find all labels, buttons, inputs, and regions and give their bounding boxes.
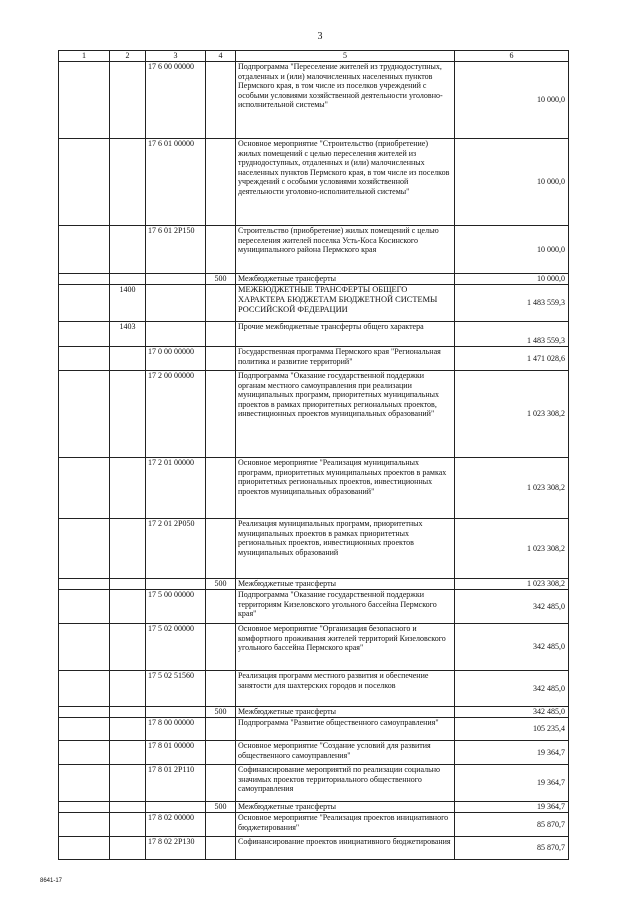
cell-name: Межбюджетные трансферты <box>236 274 455 285</box>
cell-col1 <box>59 322 110 347</box>
cell-section <box>110 274 146 285</box>
cell-section <box>110 718 146 741</box>
cell-col1 <box>59 671 110 707</box>
column-header: 5 <box>236 51 455 62</box>
cell-expense-type <box>206 519 236 579</box>
cell-expense-type <box>206 624 236 671</box>
cell-col1 <box>59 741 110 765</box>
cell-col1 <box>59 347 110 371</box>
cell-col1 <box>59 579 110 590</box>
cell-name: Строительство (приобретение) жилых помещений с целью переселения жителей поселка Усть-Коса Косинского муниципального района Пермского края <box>236 226 455 274</box>
cell-amount: 10 000,0 <box>455 274 569 285</box>
cell-amount: 19 364,7 <box>455 741 569 765</box>
table-row <box>59 458 569 519</box>
cell-col1 <box>59 274 110 285</box>
cell-amount: 10 000,0 <box>455 226 569 274</box>
cell-col1 <box>59 139 110 226</box>
cell-expense-type: 500 <box>206 802 236 813</box>
cell-program-code: 17 8 02 00000 <box>146 813 206 837</box>
table-row <box>59 322 569 347</box>
cell-program-code: 17 2 00 00000 <box>146 371 206 458</box>
cell-expense-type <box>206 813 236 837</box>
cell-section <box>110 802 146 813</box>
cell-name: Подпрограмма "Развитие общественного самоуправления" <box>236 718 455 741</box>
table-header-row <box>59 51 569 62</box>
table-row <box>59 590 569 624</box>
column-header: 1 <box>59 51 110 62</box>
cell-expense-type <box>206 139 236 226</box>
cell-program-code: 17 2 01 2Р050 <box>146 519 206 579</box>
cell-section <box>110 519 146 579</box>
cell-amount: 342 485,0 <box>455 624 569 671</box>
cell-section <box>110 707 146 718</box>
cell-amount: 342 485,0 <box>455 671 569 707</box>
cell-program-code: 17 2 01 00000 <box>146 458 206 519</box>
cell-amount: 10 000,0 <box>455 62 569 139</box>
document-code: 8641-17 <box>40 878 63 884</box>
cell-expense-type <box>206 285 236 322</box>
column-header: 4 <box>206 51 236 62</box>
cell-section <box>110 624 146 671</box>
cell-name: Софинансирование мероприятий по реализации социально значимых проектов территориального общественного самоуправления <box>236 765 455 802</box>
table-row <box>59 226 569 274</box>
column-header: 3 <box>146 51 206 62</box>
cell-expense-type <box>206 590 236 624</box>
table-row <box>59 62 569 139</box>
cell-name: МЕЖБЮДЖЕТНЫЕ ТРАНСФЕРТЫ ОБЩЕГО ХАРАКТЕРА БЮДЖЕТАМ БЮДЖЕТНОЙ СИСТЕМЫ РОССИЙСКОЙ ФЕДЕРАЦИИ <box>236 285 455 322</box>
cell-expense-type <box>206 226 236 274</box>
cell-expense-type <box>206 741 236 765</box>
cell-col1 <box>59 813 110 837</box>
cell-col1 <box>59 590 110 624</box>
cell-col1 <box>59 371 110 458</box>
cell-name: Межбюджетные трансферты <box>236 707 455 718</box>
cell-col1 <box>59 765 110 802</box>
cell-amount: 342 485,0 <box>455 707 569 718</box>
cell-col1 <box>59 62 110 139</box>
cell-section <box>110 226 146 274</box>
cell-amount: 19 364,7 <box>455 802 569 813</box>
cell-name: Софинансирование проектов инициативного бюджетирования <box>236 837 455 860</box>
cell-expense-type: 500 <box>206 579 236 590</box>
cell-expense-type <box>206 765 236 802</box>
cell-expense-type <box>206 62 236 139</box>
cell-expense-type <box>206 671 236 707</box>
cell-col1 <box>59 718 110 741</box>
cell-expense-type: 500 <box>206 707 236 718</box>
cell-program-code: 17 5 02 51560 <box>146 671 206 707</box>
table-row <box>59 813 569 837</box>
cell-amount: 1 023 308,2 <box>455 458 569 519</box>
table-row <box>59 802 569 813</box>
cell-section <box>110 62 146 139</box>
cell-section <box>110 671 146 707</box>
cell-section <box>110 590 146 624</box>
cell-program-code: 17 0 00 00000 <box>146 347 206 371</box>
cell-amount: 85 870,7 <box>455 837 569 860</box>
cell-program-code: 17 5 02 00000 <box>146 624 206 671</box>
cell-amount: 1 483 559,3 <box>455 322 569 347</box>
cell-col1 <box>59 707 110 718</box>
cell-program-code: 17 8 01 00000 <box>146 741 206 765</box>
cell-amount: 1 023 308,2 <box>455 371 569 458</box>
cell-expense-type <box>206 837 236 860</box>
cell-name: Реализация муниципальных программ, приоритетных муниципальных проектов в рамках приоритетных региональных проектов, инвестиционных проектов муниципальных образований <box>236 519 455 579</box>
page-number: 3 <box>317 31 323 42</box>
cell-section <box>110 837 146 860</box>
cell-col1 <box>59 226 110 274</box>
cell-name: Подпрограмма "Оказание государственной поддержки органам местного самоуправления при реализации муниципальных программ, приоритетных муниципальных проектов в рамках приоритетных региональных проектов, инвестиционных проектов муниципальных образований" <box>236 371 455 458</box>
cell-col1 <box>59 285 110 322</box>
cell-col1 <box>59 519 110 579</box>
cell-amount: 85 870,7 <box>455 813 569 837</box>
cell-name: Основное мероприятие "Реализация проектов инициативного бюджетирования" <box>236 813 455 837</box>
cell-name: Основное мероприятие "Строительство (приобретение) жилых помещений с целью переселения жителей из труднодоступных, отдаленных и (или) малочисленных населенных пунктов Пермского края, в том числе из поселков учреждений с особыми условиями хозяйственной деятельности уголовно-исполнительной системы" <box>236 139 455 226</box>
cell-program-code <box>146 274 206 285</box>
column-header: 2 <box>110 51 146 62</box>
cell-program-code <box>146 579 206 590</box>
cell-expense-type <box>206 718 236 741</box>
cell-name: Прочие межбюджетные трансферты общего характера <box>236 322 455 347</box>
cell-program-code: 17 8 02 2Р130 <box>146 837 206 860</box>
cell-amount: 1 471 028,6 <box>455 347 569 371</box>
cell-section <box>110 579 146 590</box>
cell-col1 <box>59 837 110 860</box>
table-row <box>59 765 569 802</box>
table-row <box>59 285 569 322</box>
cell-program-code <box>146 802 206 813</box>
budget-table <box>58 50 569 860</box>
table-row <box>59 718 569 741</box>
cell-expense-type: 500 <box>206 274 236 285</box>
cell-amount: 1 023 308,2 <box>455 519 569 579</box>
cell-amount: 105 235,4 <box>455 718 569 741</box>
cell-name: Подпрограмма "Оказание государственной поддержки территориям Кизеловского угольного бассейна Пермского края" <box>236 590 455 624</box>
cell-program-code: 17 6 01 2Р150 <box>146 226 206 274</box>
cell-name: Основное мероприятие "Организация безопасного и комфортного проживания жителей территорий Кизеловского угольного бассейна Пермского края" <box>236 624 455 671</box>
table-row <box>59 624 569 671</box>
cell-program-code <box>146 707 206 718</box>
cell-name: Подпрограмма "Переселение жителей из труднодоступных, отдаленных и (или) малочисленных населенных пунктов Пермского края, в том числе из поселков учреждений с особыми условиями хозяйственной деятельности уголовно-исполнительной системы" <box>236 62 455 139</box>
cell-name: Основное мероприятие "Реализация муниципальных программ, приоритетных муниципальных проектов в рамках приоритетных региональных проектов, инвестиционных проектов муниципальных образований" <box>236 458 455 519</box>
table-row <box>59 519 569 579</box>
cell-name: Государственная программа Пермского края "Региональная политика и развитие территорий" <box>236 347 455 371</box>
table-row <box>59 741 569 765</box>
cell-col1 <box>59 458 110 519</box>
cell-section <box>110 347 146 371</box>
cell-name: Реализация программ местного развития и обеспечение занятости для шахтерских городов и поселков <box>236 671 455 707</box>
cell-section <box>110 139 146 226</box>
cell-col1 <box>59 802 110 813</box>
table-row <box>59 837 569 860</box>
cell-amount: 10 000,0 <box>455 139 569 226</box>
cell-name: Основное мероприятие "Создание условий для развития общественного самоуправления" <box>236 741 455 765</box>
cell-program-code: 17 8 01 2Р110 <box>146 765 206 802</box>
cell-section <box>110 458 146 519</box>
cell-expense-type <box>206 322 236 347</box>
table-row <box>59 671 569 707</box>
cell-amount: 342 485,0 <box>455 590 569 624</box>
cell-program-code: 17 8 00 00000 <box>146 718 206 741</box>
cell-program-code: 17 6 00 00000 <box>146 62 206 139</box>
cell-name: Межбюджетные трансферты <box>236 802 455 813</box>
cell-program-code: 17 5 00 00000 <box>146 590 206 624</box>
cell-section <box>110 765 146 802</box>
cell-program-code: 17 6 01 00000 <box>146 139 206 226</box>
cell-program-code <box>146 285 206 322</box>
cell-program-code <box>146 322 206 347</box>
cell-col1 <box>59 624 110 671</box>
cell-expense-type <box>206 347 236 371</box>
table-row <box>59 707 569 718</box>
cell-section: 1400 <box>110 285 146 322</box>
cell-amount: 19 364,7 <box>455 765 569 802</box>
table-row <box>59 371 569 458</box>
column-header: 6 <box>455 51 569 62</box>
cell-section <box>110 813 146 837</box>
cell-amount: 1 483 559,3 <box>455 285 569 322</box>
cell-expense-type <box>206 371 236 458</box>
table-row <box>59 139 569 226</box>
cell-name: Межбюджетные трансферты <box>236 579 455 590</box>
cell-amount: 1 023 308,2 <box>455 579 569 590</box>
cell-section <box>110 741 146 765</box>
table-row <box>59 274 569 285</box>
cell-section: 1403 <box>110 322 146 347</box>
table-row <box>59 347 569 371</box>
cell-expense-type <box>206 458 236 519</box>
table-row <box>59 579 569 590</box>
cell-section <box>110 371 146 458</box>
